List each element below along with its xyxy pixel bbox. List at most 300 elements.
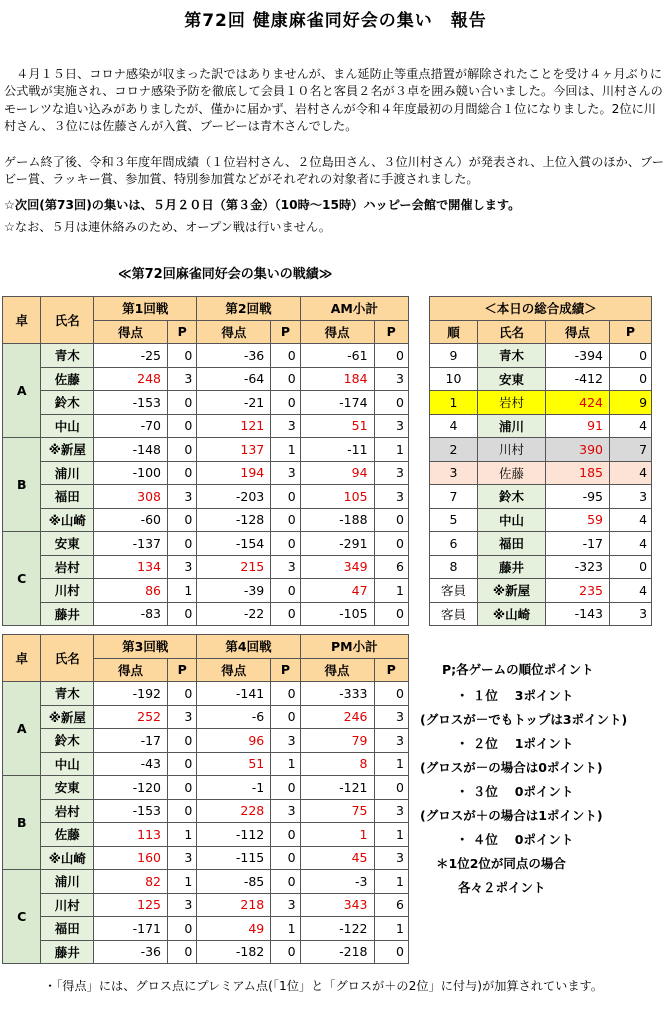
rank-cell: 6: [430, 532, 478, 556]
rank-cell: 9: [430, 344, 478, 368]
points-cell: 3: [168, 705, 197, 729]
player-name: 佐藤: [41, 367, 94, 391]
score-cell: 82: [94, 870, 168, 894]
subtotal-points-cell: 0: [374, 602, 408, 626]
table-row: [3, 870, 409, 894]
points-cell: 0: [168, 729, 197, 753]
subtotal-points-cell: 0: [374, 682, 409, 706]
subtotal-points-cell: 1: [374, 823, 409, 847]
subtotal-score-cell: 184: [300, 367, 374, 391]
table-row: [3, 752, 409, 776]
points-cell: 3: [271, 461, 300, 485]
points-cell: 3: [271, 893, 300, 917]
points-cell: 0: [168, 344, 197, 368]
header-subtotal: PM小計: [300, 635, 408, 659]
score-cell: -60: [94, 508, 168, 532]
table-row: [3, 532, 409, 556]
report-paragraph-1: ４月１５日、コロナ感染が収まった訳ではありませんが、まん延防止等重点措置が解除されたことを受け４ヶ月ぶりに公式戦が実施され、コロナ感染予防を徹底して会員１０名と客員２名が３卓を囲み競い合いました。今回は、川村さんのモーレツな追い込みがありましたが、僅かに届かず、岩村さんが令和４年度最初の月間総合１位になりました。2位に川村さん、３位には佐藤さんが入賞、ブービーは青木さんでした。: [4, 67, 663, 133]
score-cell: -153: [94, 391, 168, 415]
header-score: 得点: [546, 320, 610, 344]
header-game-b: 第2回戦: [197, 297, 300, 321]
points-cell: 3: [168, 893, 197, 917]
subtotal-score-cell: -11: [300, 438, 374, 462]
rank-cell: 3: [430, 461, 478, 485]
table-row: [3, 893, 409, 917]
player-name: 川村: [41, 579, 94, 603]
player-name: ※新屋: [41, 438, 94, 462]
player-name: 川村: [478, 438, 546, 462]
score-cell: -141: [197, 682, 271, 706]
subtotal-score-cell: 94: [300, 461, 374, 485]
subtotal-points-cell: 1: [374, 870, 409, 894]
points-cell: 0: [168, 508, 197, 532]
am-results-table: [2, 296, 409, 626]
results-title: ≪第72回麻雀同好会の集いの戦績≫: [118, 267, 333, 282]
player-name: 浦川: [41, 870, 94, 894]
overall-title: ＜本日の総合成績＞: [430, 297, 652, 321]
rank-cell: 客員: [430, 602, 478, 626]
header-name: 氏名: [478, 320, 546, 344]
header-game-a: 第3回戦: [94, 635, 197, 659]
subtotal-score-cell: -121: [300, 776, 374, 800]
table-label: A: [3, 344, 41, 438]
score-cell: -43: [94, 752, 168, 776]
points-cell: 0: [271, 485, 300, 509]
points-cell: 0: [168, 940, 197, 964]
score-cell: 228: [197, 799, 271, 823]
points-cell: 0: [271, 367, 300, 391]
score-cell: 125: [94, 893, 168, 917]
table-label: B: [3, 438, 41, 532]
subtotal-score-cell: -3: [300, 870, 374, 894]
subtotal-points-cell: 1: [374, 752, 409, 776]
points-cell: 1: [271, 917, 300, 941]
points-cell: 1: [271, 438, 300, 462]
rank-cell: 5: [430, 508, 478, 532]
total-points-cell: 4: [610, 508, 652, 532]
table-row: [430, 602, 652, 626]
score-cell: -64: [197, 367, 271, 391]
score-cell: -192: [94, 682, 168, 706]
score-cell: -171: [94, 917, 168, 941]
points-cell: 3: [168, 555, 197, 579]
score-cell: -22: [197, 602, 271, 626]
score-cell: -25: [94, 344, 168, 368]
rank-cell: 4: [430, 414, 478, 438]
points-cell: 3: [168, 485, 197, 509]
rank-points-line: ＊1位2位が同点の場合: [436, 856, 566, 871]
points-cell: 0: [168, 532, 197, 556]
player-name: 浦川: [41, 461, 94, 485]
score-cell: 134: [94, 555, 168, 579]
points-cell: 0: [271, 602, 300, 626]
table-row: [3, 414, 409, 438]
subtotal-score-cell: -188: [300, 508, 374, 532]
score-cell: -182: [197, 940, 271, 964]
points-cell: 0: [271, 705, 300, 729]
score-cell: -85: [197, 870, 271, 894]
player-name: ※新屋: [478, 579, 546, 603]
subtotal-score-cell: 349: [300, 555, 374, 579]
header-table: 卓: [3, 297, 41, 344]
player-name: 青木: [41, 682, 94, 706]
score-cell: -100: [94, 461, 168, 485]
subtotal-score-cell: -174: [300, 391, 374, 415]
report-paragraph-2: ゲーム終了後、令和３年度年間成績（１位岩村さん、２位島田さん、３位川村さん）が発表され、上位入賞のほか、ブービー賞、ラッキー賞、参加賞、特別参加賞などがそれぞれの対象者に手渡されました。: [4, 155, 664, 187]
score-cell: -203: [197, 485, 271, 509]
header-rank: 順: [430, 320, 478, 344]
total-points-cell: 4: [610, 414, 652, 438]
header-score: 得点: [197, 658, 271, 682]
header-points: P: [271, 320, 300, 344]
table-row: [3, 940, 409, 964]
subtotal-points-cell: 1: [374, 917, 409, 941]
score-cell: -148: [94, 438, 168, 462]
table-row: [3, 917, 409, 941]
score-cell: -153: [94, 799, 168, 823]
points-cell: 0: [271, 532, 300, 556]
table-row: [430, 438, 652, 462]
header-name: 氏名: [41, 297, 94, 344]
total-points-cell: 4: [610, 461, 652, 485]
player-name: 鈴木: [478, 485, 546, 509]
subtotal-points-cell: 0: [374, 508, 408, 532]
total-score-cell: -394: [546, 344, 610, 368]
score-cell: -17: [94, 729, 168, 753]
player-name: 岩村: [41, 555, 94, 579]
points-cell: 0: [168, 682, 197, 706]
score-cell: 248: [94, 367, 168, 391]
points-cell: 0: [271, 823, 300, 847]
score-cell: -128: [197, 508, 271, 532]
header-points: P: [374, 320, 408, 344]
points-cell: 0: [168, 438, 197, 462]
subtotal-points-cell: 0: [374, 940, 409, 964]
table-row: [430, 391, 652, 415]
score-cell: -120: [94, 776, 168, 800]
total-points-cell: 0: [610, 555, 652, 579]
points-cell: 1: [168, 870, 197, 894]
header-points: P: [271, 658, 300, 682]
player-name: 藤井: [41, 940, 94, 964]
score-cell: -115: [197, 846, 271, 870]
points-cell: 0: [168, 799, 197, 823]
header-table: 卓: [3, 635, 41, 682]
total-score-cell: 185: [546, 461, 610, 485]
points-cell: 0: [271, 391, 300, 415]
total-score-cell: 91: [546, 414, 610, 438]
player-name: 中山: [41, 414, 94, 438]
table-row: [430, 485, 652, 509]
rank-points-panel: [420, 660, 665, 900]
rank-points-title: P;各ゲームの順位ポイント: [442, 662, 594, 677]
table-row: [3, 579, 409, 603]
footer-note: ・「得点」には、グロス点にプレミアム点(「1位」と「グロスが＋の2位」に付与)が加算されています。: [44, 979, 603, 993]
subtotal-score-cell: 47: [300, 579, 374, 603]
score-cell: 215: [197, 555, 271, 579]
total-points-cell: 9: [610, 391, 652, 415]
table-row: [3, 602, 409, 626]
header-subtotal: AM小計: [300, 297, 408, 321]
rank-points-line: 各々２ポイント: [458, 880, 546, 895]
table-row: [430, 508, 652, 532]
pm-results-table: [2, 634, 409, 964]
subtotal-points-cell: 3: [374, 367, 408, 391]
score-cell: -70: [94, 414, 168, 438]
score-cell: -39: [197, 579, 271, 603]
rank-cell: 客員: [430, 579, 478, 603]
header-points: P: [374, 658, 409, 682]
points-cell: 0: [271, 682, 300, 706]
rank-points-line: ・ ４位 0ポイント: [456, 832, 574, 847]
subtotal-score-cell: 51: [300, 414, 374, 438]
points-cell: 3: [271, 414, 300, 438]
score-cell: 218: [197, 893, 271, 917]
player-name: 岩村: [478, 391, 546, 415]
table-row: [3, 705, 409, 729]
subtotal-score-cell: -122: [300, 917, 374, 941]
subtotal-score-cell: 105: [300, 485, 374, 509]
total-score-cell: -412: [546, 367, 610, 391]
player-name: 安東: [41, 532, 94, 556]
points-cell: 1: [271, 752, 300, 776]
subtotal-points-cell: 3: [374, 799, 409, 823]
score-cell: 194: [197, 461, 271, 485]
total-score-cell: -323: [546, 555, 610, 579]
table-row: [3, 485, 409, 509]
points-cell: 0: [168, 917, 197, 941]
total-points-cell: 0: [610, 367, 652, 391]
table-row: [3, 367, 409, 391]
score-cell: -137: [94, 532, 168, 556]
player-name: ※新屋: [41, 705, 94, 729]
player-name: 岩村: [41, 799, 94, 823]
points-cell: 0: [168, 414, 197, 438]
player-name: 中山: [478, 508, 546, 532]
total-score-cell: 235: [546, 579, 610, 603]
points-cell: 0: [168, 602, 197, 626]
total-points-cell: 3: [610, 602, 652, 626]
total-points-cell: 4: [610, 532, 652, 556]
score-cell: 86: [94, 579, 168, 603]
table-row: [430, 532, 652, 556]
table-row: [3, 729, 409, 753]
score-cell: 137: [197, 438, 271, 462]
header-points: P: [610, 320, 652, 344]
open-game-note: ☆なお、５月は連休絡みのため、オープン戦は行いません。: [4, 220, 331, 234]
player-name: 佐藤: [41, 823, 94, 847]
points-cell: 0: [271, 508, 300, 532]
rank-points-line: (グロスが＋の場合は1ポイント): [420, 808, 603, 823]
subtotal-points-cell: 3: [374, 485, 408, 509]
header-score: 得点: [94, 320, 168, 344]
table-row: [3, 799, 409, 823]
table-label: C: [3, 532, 41, 626]
points-cell: 3: [168, 846, 197, 870]
rank-points-line: ・ ３位 0ポイント: [456, 784, 574, 799]
header-score: 得点: [300, 658, 374, 682]
score-cell: 121: [197, 414, 271, 438]
player-name: 青木: [41, 344, 94, 368]
subtotal-points-cell: 1: [374, 438, 408, 462]
points-cell: 3: [271, 799, 300, 823]
subtotal-points-cell: 6: [374, 893, 409, 917]
points-cell: 0: [271, 776, 300, 800]
points-cell: 0: [271, 940, 300, 964]
player-name: 福田: [41, 485, 94, 509]
subtotal-points-cell: 1: [374, 579, 408, 603]
total-score-cell: 390: [546, 438, 610, 462]
subtotal-points-cell: 0: [374, 776, 409, 800]
score-cell: -154: [197, 532, 271, 556]
subtotal-points-cell: 0: [374, 344, 408, 368]
total-points-cell: 3: [610, 485, 652, 509]
table-row: [3, 555, 409, 579]
player-name: 安東: [41, 776, 94, 800]
subtotal-points-cell: 3: [374, 461, 408, 485]
subtotal-score-cell: 8: [300, 752, 374, 776]
points-cell: 3: [271, 555, 300, 579]
rank-points-line: (グロスが－の場合は0ポイント): [420, 760, 603, 775]
points-cell: 0: [168, 391, 197, 415]
subtotal-score-cell: 79: [300, 729, 374, 753]
rank-points-line: ・ １位 3ポイント: [456, 688, 574, 703]
header-name: 氏名: [41, 635, 94, 682]
player-name: 鈴木: [41, 729, 94, 753]
table-row: [430, 367, 652, 391]
score-cell: 51: [197, 752, 271, 776]
player-name: 鈴木: [41, 391, 94, 415]
header-score: 得点: [300, 320, 374, 344]
table-label: A: [3, 682, 41, 776]
score-cell: -36: [94, 940, 168, 964]
points-cell: 3: [271, 729, 300, 753]
next-meeting-announcement: ☆次回(第73回)の集いは、５月２０日（第３金）（10時〜15時）ハッピー会館で開催します。: [4, 198, 521, 212]
total-score-cell: 424: [546, 391, 610, 415]
score-cell: 113: [94, 823, 168, 847]
player-name: 川村: [41, 893, 94, 917]
total-score-cell: -17: [546, 532, 610, 556]
rank-cell: 10: [430, 367, 478, 391]
subtotal-score-cell: 343: [300, 893, 374, 917]
subtotal-score-cell: -61: [300, 344, 374, 368]
subtotal-score-cell: 1: [300, 823, 374, 847]
header-game-a: 第1回戦: [94, 297, 197, 321]
points-cell: 1: [168, 579, 197, 603]
score-cell: 252: [94, 705, 168, 729]
rank-cell: 2: [430, 438, 478, 462]
rank-points-line: ・ ２位 1ポイント: [456, 736, 574, 751]
table-row: [3, 391, 409, 415]
table-row: [3, 776, 409, 800]
points-cell: 0: [271, 344, 300, 368]
player-name: 福田: [41, 917, 94, 941]
rank-cell: 1: [430, 391, 478, 415]
subtotal-score-cell: -291: [300, 532, 374, 556]
score-cell: -36: [197, 344, 271, 368]
subtotal-score-cell: -105: [300, 602, 374, 626]
player-name: ※山崎: [41, 508, 94, 532]
player-name: 青木: [478, 344, 546, 368]
table-row: [3, 508, 409, 532]
player-name: ※山崎: [41, 846, 94, 870]
rank-points-line: (グロスが－でもトップは3ポイント): [420, 712, 628, 727]
subtotal-points-cell: 0: [374, 532, 408, 556]
subtotal-score-cell: 246: [300, 705, 374, 729]
score-cell: -1: [197, 776, 271, 800]
table-row: [430, 414, 652, 438]
total-points-cell: 7: [610, 438, 652, 462]
total-points-cell: 4: [610, 579, 652, 603]
table-row: [3, 438, 409, 462]
table-row: [3, 846, 409, 870]
score-cell: 96: [197, 729, 271, 753]
points-cell: 0: [271, 870, 300, 894]
points-cell: 3: [168, 367, 197, 391]
player-name: 中山: [41, 752, 94, 776]
score-cell: 49: [197, 917, 271, 941]
rank-cell: 8: [430, 555, 478, 579]
table-row: [430, 461, 652, 485]
score-cell: -112: [197, 823, 271, 847]
rank-cell: 7: [430, 485, 478, 509]
overall-results-table: [429, 296, 652, 626]
total-score-cell: -95: [546, 485, 610, 509]
score-cell: -21: [197, 391, 271, 415]
subtotal-points-cell: 3: [374, 729, 409, 753]
player-name: 福田: [478, 532, 546, 556]
table-row: [3, 823, 409, 847]
player-name: 藤井: [478, 555, 546, 579]
subtotal-points-cell: 6: [374, 555, 408, 579]
header-points: P: [168, 320, 197, 344]
points-cell: 0: [168, 776, 197, 800]
player-name: 安東: [478, 367, 546, 391]
subtotal-score-cell: 75: [300, 799, 374, 823]
header-game-b: 第4回戦: [197, 635, 300, 659]
points-cell: 0: [271, 846, 300, 870]
header-points: P: [168, 658, 197, 682]
points-cell: 0: [271, 579, 300, 603]
total-score-cell: 59: [546, 508, 610, 532]
table-row: [3, 344, 409, 368]
header-score: 得点: [94, 658, 168, 682]
subtotal-score-cell: -218: [300, 940, 374, 964]
total-points-cell: 0: [610, 344, 652, 368]
page-title: 第72回 健康麻雀同好会の集い 報告: [184, 11, 487, 31]
table-row: [3, 461, 409, 485]
subtotal-points-cell: 3: [374, 414, 408, 438]
player-name: ※山崎: [478, 602, 546, 626]
header-score: 得点: [197, 320, 271, 344]
table-row: [430, 579, 652, 603]
subtotal-points-cell: 0: [374, 391, 408, 415]
player-name: 浦川: [478, 414, 546, 438]
table-label: C: [3, 870, 41, 964]
points-cell: 0: [168, 461, 197, 485]
table-row: [430, 555, 652, 579]
table-row: [430, 344, 652, 368]
subtotal-points-cell: 3: [374, 705, 409, 729]
points-cell: 1: [168, 823, 197, 847]
table-label: B: [3, 776, 41, 870]
subtotal-points-cell: 3: [374, 846, 409, 870]
player-name: 佐藤: [478, 461, 546, 485]
total-score-cell: -143: [546, 602, 610, 626]
subtotal-score-cell: -333: [300, 682, 374, 706]
points-cell: 0: [168, 752, 197, 776]
player-name: 藤井: [41, 602, 94, 626]
